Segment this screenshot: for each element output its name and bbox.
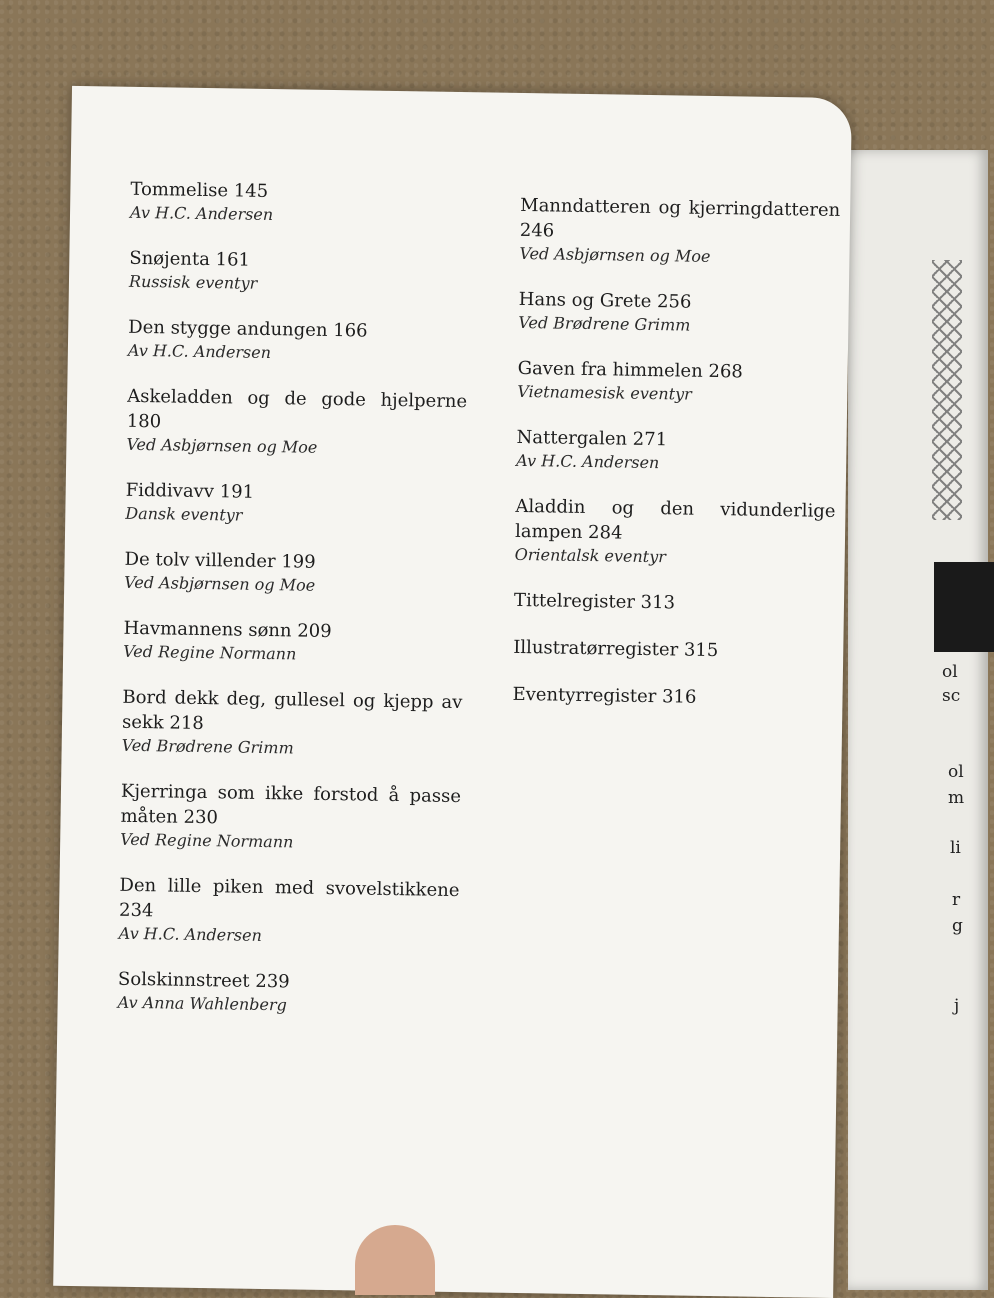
toc-title: Askeladden og de gode hjelperne 180 bbox=[126, 385, 468, 433]
toc-entry bbox=[125, 478, 466, 530]
toc-title: Den lille piken med svovelstikkene 234 bbox=[118, 874, 460, 922]
book-page bbox=[53, 86, 852, 1298]
toc-entry bbox=[518, 287, 839, 339]
toc-title: Tittelregister 313 bbox=[513, 589, 676, 614]
toc-author: Dansk eventyr bbox=[125, 503, 243, 525]
toc-title: Hans og Grete 256 bbox=[518, 288, 692, 313]
decorative-border-icon bbox=[932, 260, 962, 520]
toc-entry bbox=[517, 356, 838, 408]
facing-text-fragment: li bbox=[950, 838, 961, 858]
facing-page bbox=[848, 150, 988, 1290]
facing-text-fragment: sc bbox=[942, 686, 961, 706]
toc-title: Illustratørregister 315 bbox=[513, 636, 719, 662]
toc-entry bbox=[124, 547, 465, 599]
toc-entry bbox=[513, 635, 833, 665]
toc-author: Ved Asbjørnsen og Moe bbox=[126, 434, 318, 457]
toc-title: Manndatteren og kjerringdatteren 246 bbox=[519, 194, 841, 242]
toc-entry bbox=[130, 177, 471, 229]
toc-author: Ved Asbjørnsen og Moe bbox=[124, 572, 316, 595]
thumb bbox=[355, 1225, 435, 1295]
toc-title: Aladdin og den vidunderlige lampen 284 bbox=[514, 495, 836, 544]
toc-entry bbox=[129, 246, 470, 298]
toc-left-column bbox=[117, 177, 470, 1041]
toc-entry bbox=[128, 315, 469, 367]
toc-right-column bbox=[512, 193, 840, 734]
toc-title: Snøjenta 161 bbox=[129, 247, 251, 271]
toc-title: Kjerringa som ikke forstod å passe måten 230 bbox=[120, 780, 462, 829]
toc-title: Tommelise 145 bbox=[130, 178, 269, 202]
drop-cap bbox=[934, 562, 994, 652]
facing-text-fragment: m bbox=[948, 788, 965, 808]
toc-title: Solskinnstreet 239 bbox=[117, 968, 290, 993]
toc-author: Av H.C. Andersen bbox=[129, 202, 274, 225]
toc-author: Russisk eventyr bbox=[128, 271, 258, 293]
toc-title: De tolv villender 199 bbox=[124, 548, 316, 573]
toc-author: Orientalsk eventyr bbox=[514, 544, 667, 567]
toc-title: Den stygge andungen 166 bbox=[128, 316, 368, 342]
facing-text-fragment: j bbox=[954, 996, 960, 1016]
toc-title: Fiddivavv 191 bbox=[125, 479, 255, 503]
toc-author: Ved Regine Normann bbox=[120, 829, 294, 852]
toc-author: Av H.C. Andersen bbox=[118, 923, 263, 945]
toc-entry bbox=[117, 967, 458, 1019]
toc-entry bbox=[512, 682, 832, 712]
toc-entry bbox=[516, 425, 837, 477]
toc-author: Ved Regine Normann bbox=[123, 641, 297, 664]
toc-author: Ved Brødrene Grimm bbox=[121, 735, 294, 758]
toc-author: Av H.C. Andersen bbox=[127, 340, 272, 363]
toc-entry bbox=[126, 384, 467, 461]
toc-title: Gaven fra himmelen 268 bbox=[517, 357, 743, 383]
toc-author: Av Anna Wahlenberg bbox=[117, 992, 288, 1015]
toc-title: Eventyrregister 316 bbox=[512, 683, 697, 708]
toc-entry bbox=[120, 779, 461, 856]
toc-author: Vietnamesisk eventyr bbox=[517, 381, 692, 404]
facing-text-fragment: ol bbox=[948, 762, 964, 782]
toc-entry bbox=[123, 616, 464, 668]
toc-entry bbox=[514, 588, 834, 618]
toc-entry bbox=[515, 494, 836, 571]
facing-text-fragment: g bbox=[952, 916, 963, 936]
toc-author: Ved Asbjørnsen og Moe bbox=[519, 243, 711, 266]
toc-title: Nattergalen 271 bbox=[516, 426, 668, 451]
toc-author: Ved Brødrene Grimm bbox=[518, 312, 691, 335]
facing-text-fragment: ol bbox=[942, 662, 958, 682]
toc-title: Bord dekk deg, gullesel og kjepp av sekk 218 bbox=[121, 686, 463, 735]
facing-text-fragment: r bbox=[952, 890, 961, 910]
toc-entry bbox=[119, 873, 460, 950]
toc-author: Av H.C. Andersen bbox=[516, 450, 660, 473]
toc-entry bbox=[122, 685, 463, 762]
toc-title: Havmannens sønn 209 bbox=[123, 617, 332, 643]
toc-entry bbox=[519, 193, 840, 270]
